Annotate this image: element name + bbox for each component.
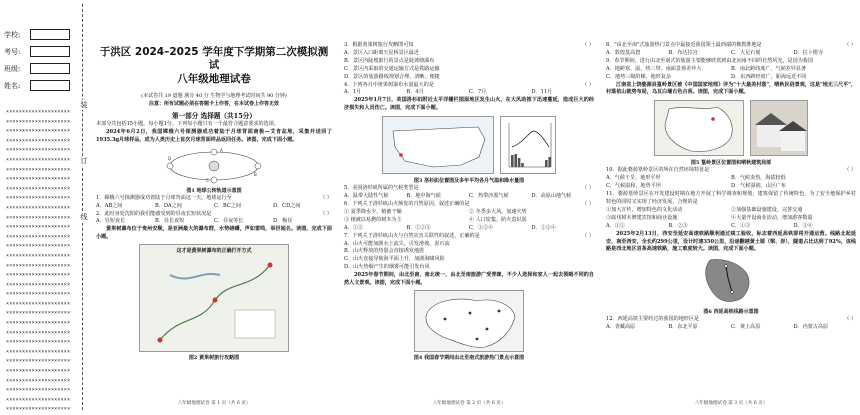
figure-3-caption: 图3 洛杉矶位置图及多年平均各月气温和降水量图 (413, 178, 525, 185)
material-6: 2025年2月13日，西安至延安高速铁路顺利通过竣工验收，标志着西延高铁即将开通运营。线路北起延安，南至西安，全长约299公里，设计时速350公里，沿途翻越黄土塬（梁、峁），隧道占比达到了92%，该线路是西北地区首条高速铁路，施工难度较大。读图，完成下面小题。 (606, 230, 856, 253)
cut-line-row: ×××××××××××××××××××× (6, 243, 71, 250)
question-10: 10．据此婺源篁岭景区的所在自然环境特征是 （ ） (606, 167, 856, 174)
question-9-options-a: A．地跨寒、温、热三带，南面景观差异大 B．南北跨纬度广，气候差异显著 (606, 65, 807, 72)
cut-line-row: ×××××××××××××××××××× (6, 291, 71, 298)
orbit-label-c: C (206, 177, 209, 183)
cut-line-row: ×××××××××××××××××××× (6, 320, 71, 327)
question-7-options: A．山火可能加剧水土流失、引发滑坡、泥石流 B．山火释放的热量会直接诱发地震 C．山火直接导致海平面上升，加剧海啸风险 D．山火热烟产生的烟雾可能引发台风 (344, 240, 450, 271)
us-location-map (382, 116, 494, 174)
page-3 (606, 0, 856, 414)
school-field[interactable]: 学校: (4, 26, 70, 43)
cut-line-row: ×××××××××××××××××××× (6, 137, 71, 144)
question-2: 2．此时身处沈阳的我们能感受到的昼夜长短状况是 （ ） (96, 210, 332, 217)
question-2-options: A．昼短夜长 B．昼长夜短 C．昼夜等长 D．极昼 (96, 218, 293, 225)
cut-line-row: ×××××××××××××××××××× (6, 118, 71, 125)
cut-line-row: ×××××××××××××××××××× (6, 262, 71, 269)
section-intro: 本部分共包括15小题，每小题1分。下列每小题只有一个最符合题意要求的选项。 (96, 121, 279, 127)
cut-line-row: ×××××××××××××××××××× (6, 252, 71, 259)
orbit-label-b: B (254, 171, 257, 177)
travel-guide-title: 这才是黄果树瀑布的正确打开方式 (176, 248, 252, 255)
question-11-statements-b: ③砍伐树木修建宾馆和商业设施 ④大量开设商业活动，增加游客数量 (606, 214, 813, 221)
cut-line-row: ×××××××××××××××××××× (6, 156, 71, 163)
question-4-options: A．1月 B．4月 C．7月 D．11月 (344, 89, 553, 96)
cut-line-row: ×××××××××××××××××××× (6, 128, 71, 135)
cut-line-row: ×××××××××××××××××××× (6, 406, 71, 413)
question-6-options: A．①② B．①②③ C．①②④ D．②③④ (344, 224, 556, 231)
figure-2-caption: 图2 黄果树旅行攻略图 (188, 355, 240, 362)
cut-line-row: ×××××××××××××××××××× (6, 272, 71, 279)
climate-chart (500, 116, 556, 174)
question-1-options: A．AB之间 B．DA之间 C．BC之间 D．CD之间 (96, 202, 301, 209)
question-5-options: A．温带大陆性气候 B．地中海气候 C．热带沙漠气候 D．高原山地气候 (344, 193, 572, 200)
figure-6-caption: 图6 西延高铁线路示意图 (703, 309, 759, 316)
cut-line-row: ×××××××××××××××××××× (6, 387, 71, 394)
cut-line-row: ×××××××××××××××××××× (6, 224, 71, 231)
question-11-statements-a: ①加大宣传，增加特色的文化活动 ②加强基础设施建设，完善交通 (606, 206, 803, 213)
material-4: 2025年春节期间，由北至南、南北统一，由北至南旅游广受青睐，不少人选择和家人一起去领略不同的自然人文景观。读图，完成下面小题。 (344, 272, 594, 287)
china-spots-map (415, 291, 525, 353)
cut-line-row: ×××××××××××××××××××× (6, 233, 71, 240)
page-footer-3: 八年级地理试卷 第 3 页（共 6 页） (694, 401, 768, 407)
cut-line-row: ×××××××××××××××××××× (6, 339, 71, 346)
binding-line (82, 4, 83, 410)
cut-line-row: ×××××××××××××××××××× (6, 358, 71, 365)
cut-line-row: ×××××××××××××××××××× (6, 329, 71, 336)
figure-2 (139, 244, 289, 352)
cut-line-row: ×××××××××××××××××××× (6, 300, 71, 307)
cut-line-row: ×××××××××××××××××××× (6, 185, 71, 192)
figure-3 (344, 116, 594, 174)
orbit-label-d: D (168, 155, 172, 161)
cut-line-row: ×××××××××××××××××××× (6, 377, 71, 384)
page-footer-1: 八年级地理试卷 第 1 页（共 6 页） (177, 401, 251, 407)
exam-number-field[interactable]: 考号: (4, 43, 70, 60)
figure-4 (414, 290, 524, 352)
question-9-options-b: C．地势三级阶梯，地形复杂 D．东西跨经度广，距海远近不同 (606, 73, 807, 80)
class-field[interactable]: 班级: (4, 60, 70, 77)
cut-line-row: ×××××××××××××××××××× (6, 368, 71, 375)
exam-title: 于洪区 2024–2025 学年度下学期第二次模拟测试 (99, 46, 329, 71)
binding-margin (0, 0, 92, 414)
cut-line-row: ×××××××××××××××××××× (6, 214, 71, 221)
exam-note: (本试卷共 19 道题 满分 40 分 生物学与地理考试时间共 90 分钟) (141, 93, 287, 99)
question-3-options: A．景区入口距离天星桥景区最近 B．景区内陡坡旅行的景点是陡坡塘瀑布 C．景区内采取的交通运输方式是铁路运输 D．景区的旅游路线规划合理、清晰、便捷 (344, 49, 440, 80)
mark-xian: 线 (80, 213, 88, 221)
cut-line-row: ×××××××××××××××××××× (6, 348, 71, 355)
question-1: 1．嫦娥六号探测器成功着陆于月球背面这一天，地球运行至 （ ） (96, 194, 332, 201)
question-11-options: A．①② B．②③ C．①③ D．③④ (606, 222, 813, 229)
exam-subtitle: 八年级地理试卷 (177, 73, 251, 85)
figure-1-caption: 图1 地球公转轨道示意图 (186, 187, 242, 194)
cut-line-row: ×××××××××××××××××××× (6, 147, 71, 154)
figure-4-caption: 图4 我国春节期间由北至南式旅游热门景点示意图 (413, 354, 525, 361)
orbit-diagram (164, 147, 264, 185)
question-12-options: A．青藏高原 B．东北平原 C．黄土高原 D．内蒙古高原 (606, 324, 829, 331)
cut-line-row: ×××××××××××××××××××× (6, 195, 71, 202)
question-5: 5．美国洛杉矶所属的气候类型是 （ ） (344, 185, 594, 192)
cut-line-row: ×××××××××××××××××××× (6, 281, 71, 288)
page-footer-2: 八年级地理试卷 第 2 页（共 6 页） (432, 401, 506, 407)
mark-ding: 订 (80, 157, 88, 165)
question-4: 4．下列各月中黄果树瀑布水量最大的是 （ ） (344, 81, 594, 88)
student-info-fields (4, 26, 70, 94)
question-6: 6．下列关于洛杉矶山火频发的自然原因，叙述正确的是 （ ） (344, 200, 594, 207)
travel-guide-map (140, 245, 290, 353)
figure-5-caption: 图5 篁岭景区位置图和晒秋建筑局部 (690, 160, 772, 167)
drying-building-photo (750, 100, 808, 156)
question-9: 9．春节期间，进行由北至南式的旅游主要能够欣赏到由北向南不同的自然风光，是因为我国 (606, 57, 813, 64)
question-7: 7．下列关于洛杉矶山火与自然灾害关联性的叙述，正确的是 （ ） (344, 232, 594, 239)
huangling-location-map (654, 100, 744, 156)
material-2: 黄果树瀑布位于贵州安顺，是亚洲最大的瀑布群，水势磅礴，声如雷鸣，举世闻名。读图，完成下面小题。 (96, 226, 332, 241)
question-12: 12．西延高铁主要经过的我国的地形区是 （ ） (606, 316, 856, 323)
page-2 (344, 0, 594, 414)
cut-line-pattern (6, 108, 76, 413)
section-heading: 第一部分 选择题（共15分） (171, 112, 256, 120)
figure-5 (606, 100, 856, 156)
question-6-statements-b: ③ 植被以易燃的树木为主 ④ 人口密集，防火意识弱 (344, 216, 527, 223)
cut-line-row: ×××××××××××××××××××× (6, 396, 71, 403)
cut-line-row: ×××××××××××××××××××× (6, 109, 71, 115)
figure-6 (692, 256, 770, 306)
cut-line-row: ×××××××××××××××××××× (6, 204, 71, 211)
cut-line-row: ×××××××××××××××××××× (6, 310, 71, 317)
question-3: 3．根据黄果树旅行攻略图可知 （ ） (344, 42, 594, 48)
question-8-options: A．敦煌莫高窟 B．布达拉宫 C．大足石刻 D．拉卜楞寺 (606, 49, 824, 56)
material-3: 2025年1月7日，美国洛杉矶附近太平洋栅栏图湿地区发生山火，在大风助推下迅速蔓延，造成巨大的经济损失和人员伤亡。读图，完成下面小题。 (344, 97, 594, 112)
question-11: 11．婺源篁岭景区在开发建设时期在地方开展了科学调查和规划，建筑保留了传统特色，为了安全地保护乡村特色的同时又实现了经济发展，合理的是 (606, 191, 856, 205)
material-1: 2024年6月2日，我国嫦娥六号探测器成功着陆于月球背面南极—艾肯盆地，采集并送回了1935.3g月球样品，成为人类历史上首次月球背面样品返回任务。读图，完成下面小题。 (96, 128, 332, 143)
material-5: 江南省上饶婺源县篁岭景区被《中国国家地理》评为"十大最美村落"，晒秋民俗景观，这是"地无三尺平"，村落依山就势布局，乌瓦白墙古色古香。读图，完成下面小题。 (606, 81, 856, 96)
question-10-options-a: A．气候干旱，地形平坦 B．气候炎热，海拔较低 (606, 175, 786, 182)
name-field[interactable]: 姓名: (4, 77, 70, 94)
page-1 (96, 0, 332, 414)
cut-line-row: ×××××××××××××××××××× (6, 166, 71, 173)
orbit-label-a: A (220, 147, 223, 153)
cut-line-row: ×××××××××××××××××××× (6, 176, 71, 183)
mark-zhuang: 装 (80, 101, 88, 109)
xiyan-railway-map (692, 256, 770, 306)
question-8: 8．"由北至南"式旅游热门景点中最接近我国领土最西端的佛教胜地是 （ ） (606, 42, 856, 48)
question-10-options-b: C．气候温和，地势平坦 D．气候湿润，山区广布 (606, 183, 787, 190)
question-6-statements-a: ① 夏季降水少，植被干燥 ② 冬季多大风，加速火势 (344, 208, 527, 215)
exam-warning: 注意：所有试题必须在答题卡上作答，在本试卷上作答无效 (148, 101, 279, 107)
figure-1 (164, 147, 264, 185)
